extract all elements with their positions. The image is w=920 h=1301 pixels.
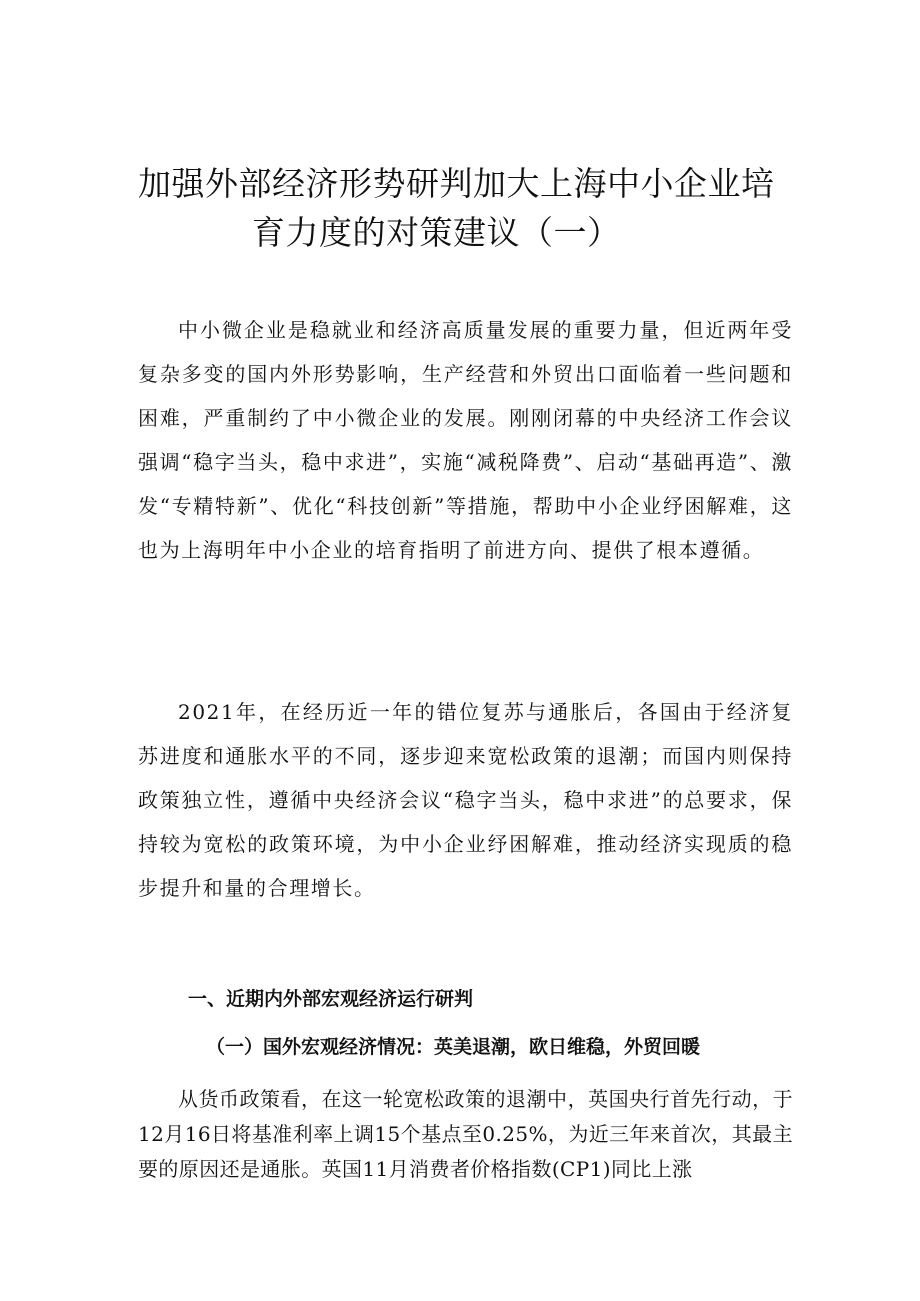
document-title-line-2: 育力度的对策建议（一） — [252, 212, 621, 252]
section-heading: 一、近期内外部宏观经济运行研判 — [188, 988, 474, 1010]
monetary-policy-paragraph: 从货币政策看，在这一轮宽松政策的退潮中，英国央行首先行动，于12月16日将基准利率上调15个基点至0.25%，为近三年来首次，其最主要的原因还是通胀。英国11月消费者价格指数(CP1)同比上涨 — [138, 1087, 793, 1181]
context-paragraph: 2021年，在经历近一年的错位复苏与通胀后，各国由于经济复苏进度和通胀水平的不同，逐步迎来宽松政策的退潮；而国内则保持政策独立性，遵循中央经济会议“稳字当头，稳中求进”的总要求，保持较为宽松的政策环境，为中小企业纾困解难，推动经济实现质的稳步提升和量的合理增长。 — [138, 700, 793, 900]
intro-paragraph: 中小微企业是稳就业和经济高质量发展的重要力量，但近两年受复杂多变的国内外形势影响，生产经营和外贸出口面临着一些问题和困难，严重制约了中小微企业的发展。刚刚闭幕的中央经济工作会议强调“稳字当头，稳中求进”，实施“减税降费”、启动“基础再造”、激发“专精特新”、优化“科技创新”等措施，帮助中小企业纾困解难，这也为上海明年中小企业的培育指明了前进方向、提供了根本遵循。 — [138, 318, 793, 562]
document-title-line-1: 加强外部经济形势研判加大上海中小企业培 — [138, 164, 775, 203]
document-title — [120, 160, 800, 258]
subsection-heading: （一）国外宏观经济情况：英美退潮，欧日维稳，外贸回暖 — [206, 1036, 701, 1058]
